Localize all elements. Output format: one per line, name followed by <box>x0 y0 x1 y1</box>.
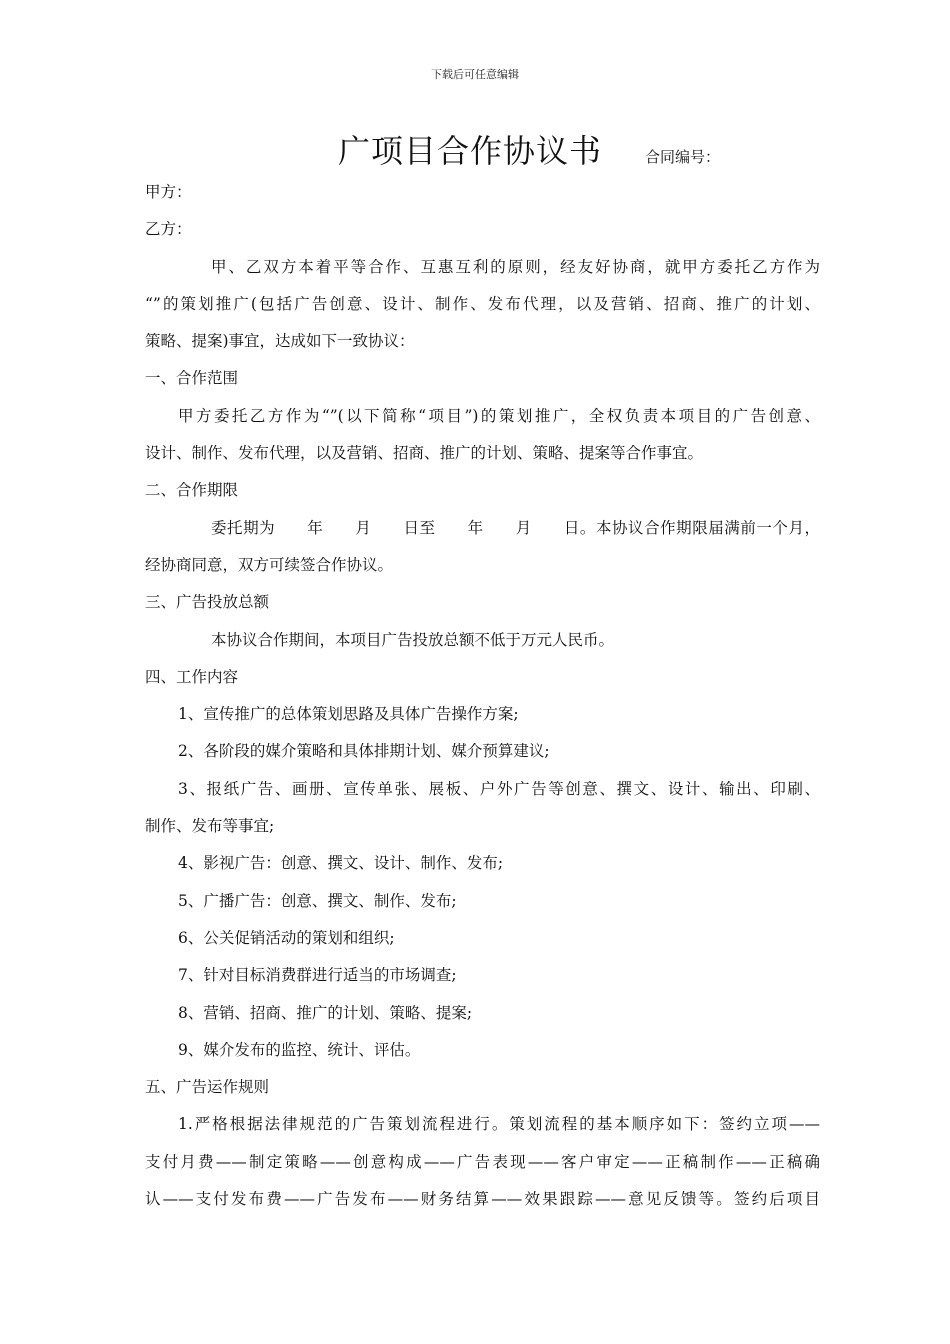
paragraph-line: 策略、提案)事宜，达成如下一致协议： <box>145 332 415 351</box>
paragraph-line: 三、广告投放总额 <box>145 593 270 612</box>
paragraph-line: 甲方委托乙方作为“”(以下简称“项目”)的策划推广，全权负责本项目的广告创意、 <box>178 406 820 425</box>
paragraph-line: 支付月费——制定策略——创意构成——广告表现——客户审定——正稿制作——正稿确 <box>145 1152 820 1171</box>
paragraph-line: 甲、乙双方本着平等合作、互惠互利的原则，经友好协商，就甲方委托乙方作为 <box>211 257 820 276</box>
paragraph-line: 甲方： <box>145 183 192 201</box>
paragraph-line: 认——支付发布费——广告发布——财务结算——效果跟踪——意见反馈等。签约后项目 <box>145 1190 820 1209</box>
paragraph-line: 委托期为 年 月 日至 年 月 日。本协议合作期限届满前一个月， <box>211 518 820 537</box>
paragraph-line: 四、工作内容 <box>145 667 239 686</box>
document-body <box>145 174 820 1218</box>
paragraph-line: “”的策划推广(包括广告创意、设计、制作、发布代理，以及营销、招商、推广的计划、 <box>145 294 820 313</box>
paragraph-line: 9、媒介发布的监控、统计、评估。 <box>178 1040 421 1059</box>
paragraph-line: 1.严格根据法律规范的广告策划流程进行。策划流程的基本顺序如下：签约立项—— <box>178 1115 820 1134</box>
contract-number-label: 合同编号： <box>645 148 721 166</box>
paragraph-line: 3、报纸广告、画册、宣传单张、展板、户外广告等创意、撰文、设计、输出、印刷、 <box>178 779 820 798</box>
paragraph-line: 乙方： <box>145 220 192 239</box>
paragraph-line: 4、影视广告：创意、撰文、设计、制作、发布; <box>178 854 504 873</box>
paragraph-line: 设计、制作、发布代理，以及营销、招商、推广的计划、策略、提案等合作事宜。 <box>145 444 704 463</box>
header-note: 下载后可任意编辑 <box>431 68 519 81</box>
paragraph-line: 经协商同意，双方可续签合作协议。 <box>145 555 394 574</box>
paragraph-line: 6、公关促销活动的策划和组织; <box>178 928 395 947</box>
paragraph-line: 1、宣传推广的总体策划思路及具体广告操作方案; <box>178 705 519 724</box>
paragraph-line: 2、各阶段的媒介策略和具体排期计划、媒介预算建议; <box>178 742 550 761</box>
paragraph-line: 一、合作范围 <box>145 369 239 388</box>
paragraph-line: 制作、发布等事宜; <box>145 817 275 836</box>
paragraph-line: 5、广播广告：创意、撰文、制作、发布; <box>178 891 457 910</box>
paragraph-line: 8、营销、招商、推广的计划、策略、提案; <box>178 1003 473 1022</box>
paragraph-line: 五、广告运作规则 <box>145 1078 270 1097</box>
paragraph-line: 7、针对目标消费群进行适当的市场调查; <box>178 966 457 985</box>
paragraph-line: 二、合作期限 <box>145 481 239 500</box>
paragraph-line: 本协议合作期间，本项目广告投放总额不低于万元人民币。 <box>211 630 615 649</box>
document-title: 广项目合作协议书 <box>338 132 603 170</box>
